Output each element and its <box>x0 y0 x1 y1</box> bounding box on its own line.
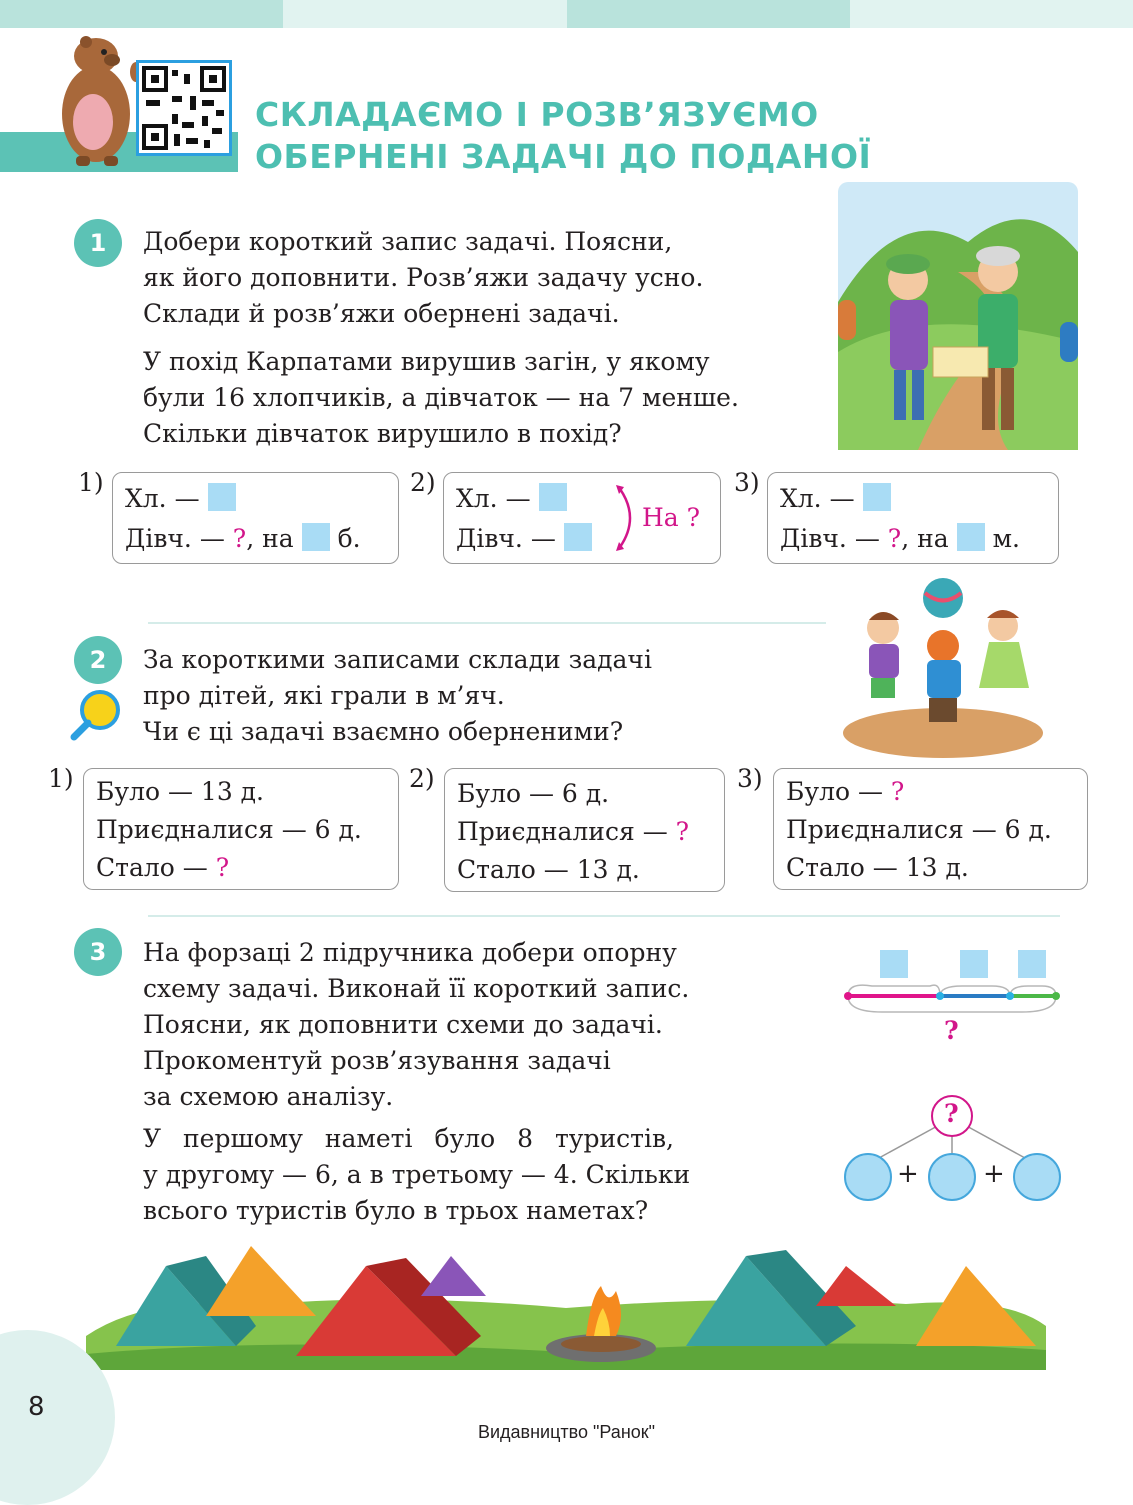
kids-ball-illustration-icon <box>843 568 1043 758</box>
text-line: Прокоментуй розв’язування задачі <box>143 1046 611 1075</box>
page-number: 8 <box>28 1392 45 1422</box>
record-text: , на <box>246 524 294 553</box>
text-line: Скільки дівчаток вирушило в похід? <box>143 419 622 448</box>
record-text: Було — <box>786 777 891 806</box>
record-text: Було — 6 д. <box>457 779 610 808</box>
short-record-box <box>773 768 1088 890</box>
title-line: СКЛАДАЄМО І РОЗВ’ЯЗУЄМО <box>255 95 819 134</box>
text-line: у другому — 6, а в третьому — 4. Скільки <box>143 1160 691 1189</box>
text-line: За короткими записами склади задачі <box>143 645 652 674</box>
top-stripe <box>850 0 1133 28</box>
record-text: Приєдналися — 6 д. <box>96 815 362 844</box>
task2-instructions <box>143 642 652 750</box>
magnifier-icon <box>68 688 124 742</box>
task-number-badge: 1 <box>74 219 122 267</box>
bracket-arrow-icon <box>614 483 644 553</box>
task1-instructions <box>143 224 703 332</box>
section-divider <box>148 622 826 624</box>
record-text: б. <box>337 524 361 553</box>
answer-circle[interactable] <box>928 1153 976 1201</box>
text-line: Чи є ці задачі взаємно оберненими? <box>143 717 624 746</box>
text-line: Поясни, як доповнити схеми до задачі. <box>143 1010 663 1039</box>
top-stripe <box>0 0 283 28</box>
capybara-mascot-icon <box>48 34 143 169</box>
plus-sign: + <box>983 1159 1005 1189</box>
top-stripe <box>283 0 567 28</box>
question-mark: ? <box>675 817 690 846</box>
short-record-box <box>112 472 399 564</box>
record-text: Приєдналися — <box>457 817 676 846</box>
record-text: Було — 13 д. <box>96 777 265 806</box>
top-stripe <box>567 0 850 28</box>
qr-code-icon[interactable] <box>136 60 232 156</box>
answer-square[interactable] <box>880 950 908 978</box>
option-label: 1) <box>48 764 74 793</box>
option-label: 2) <box>409 764 435 793</box>
question-mark: ? <box>232 524 247 553</box>
record-text: Хл. — <box>780 484 855 513</box>
answer-square[interactable] <box>957 523 985 551</box>
task1-problem <box>143 344 739 452</box>
page-title <box>255 94 871 178</box>
answer-square[interactable] <box>208 483 236 511</box>
text-line: На форзаці 2 підручника добери опорну <box>143 938 677 967</box>
question-mark: ? <box>944 1016 959 1045</box>
text-line: за схемою аналізу. <box>143 1082 394 1111</box>
question-mark: ? <box>944 1099 959 1128</box>
plus-sign: + <box>897 1159 919 1189</box>
answer-square[interactable] <box>960 950 988 978</box>
text-line: про дітей, які грали в м’яч. <box>143 681 505 710</box>
task-number-badge: 3 <box>74 928 122 976</box>
text-line: У похід Карпатами вирушив загін, у якому <box>143 347 710 376</box>
task3-problem <box>143 1121 674 1157</box>
record-text: Дівч. — <box>780 524 880 553</box>
task3-instructions <box>143 935 689 1115</box>
text-line: були 16 хлопчиків, а дівчаток — на 7 менше. <box>143 383 739 412</box>
difference-label: На ? <box>642 503 701 532</box>
answer-square[interactable] <box>564 523 592 551</box>
answer-circle[interactable] <box>844 1153 892 1201</box>
task3-problem <box>143 1157 690 1229</box>
record-text: , на <box>901 524 949 553</box>
record-text: Стало — <box>96 853 216 882</box>
answer-square[interactable] <box>539 483 567 511</box>
option-label: 2) <box>410 468 436 497</box>
record-text: м. <box>992 524 1020 553</box>
text-line: як його доповнити. Розв’яжи задачу усно. <box>143 263 704 292</box>
section-divider <box>148 915 1060 917</box>
short-record-box <box>443 472 721 564</box>
question-mark: ? <box>890 777 905 806</box>
record-text: Стало — 13 д. <box>786 853 969 882</box>
text-line: Добери короткий запис задачі. Поясни, <box>143 227 673 256</box>
publisher-label: Видавництво "Ранок" <box>477 1422 656 1442</box>
text-line: схему задачі. Виконай її короткий запис. <box>143 974 690 1003</box>
short-record-box <box>83 768 399 890</box>
tents-campfire-illustration-icon <box>86 1236 1046 1370</box>
record-text: Стало — 13 д. <box>457 855 640 884</box>
option-label: 3) <box>734 468 760 497</box>
record-text: Дівч. — <box>125 524 225 553</box>
answer-square[interactable] <box>863 483 891 511</box>
option-label: 3) <box>737 764 763 793</box>
record-text: Хл. — <box>125 484 200 513</box>
short-record-box <box>444 768 725 892</box>
answer-square[interactable] <box>1018 950 1046 978</box>
text-line: Склади й розв’яжи обернені задачі. <box>143 299 620 328</box>
title-line: ОБЕРНЕНІ ЗАДАЧІ ДО ПОДАНОЇ <box>255 137 872 176</box>
answer-square[interactable] <box>302 523 330 551</box>
short-record-box <box>767 472 1059 564</box>
record-text: Дівч. — <box>456 524 556 553</box>
text-line: всього туристів було в трьох наметах? <box>143 1196 649 1225</box>
hikers-illustration-icon <box>838 182 1078 450</box>
answer-circle[interactable] <box>1013 1153 1061 1201</box>
question-mark: ? <box>215 853 230 882</box>
record-text: Хл. — <box>456 484 531 513</box>
segment-scheme-icon <box>842 982 1064 1016</box>
text-line: У першому наметі було 8 туристів, <box>143 1124 674 1153</box>
record-text: Приєдналися — 6 д. <box>786 815 1052 844</box>
option-label: 1) <box>78 468 104 497</box>
question-mark: ? <box>887 524 902 553</box>
task-number-badge: 2 <box>74 636 122 684</box>
